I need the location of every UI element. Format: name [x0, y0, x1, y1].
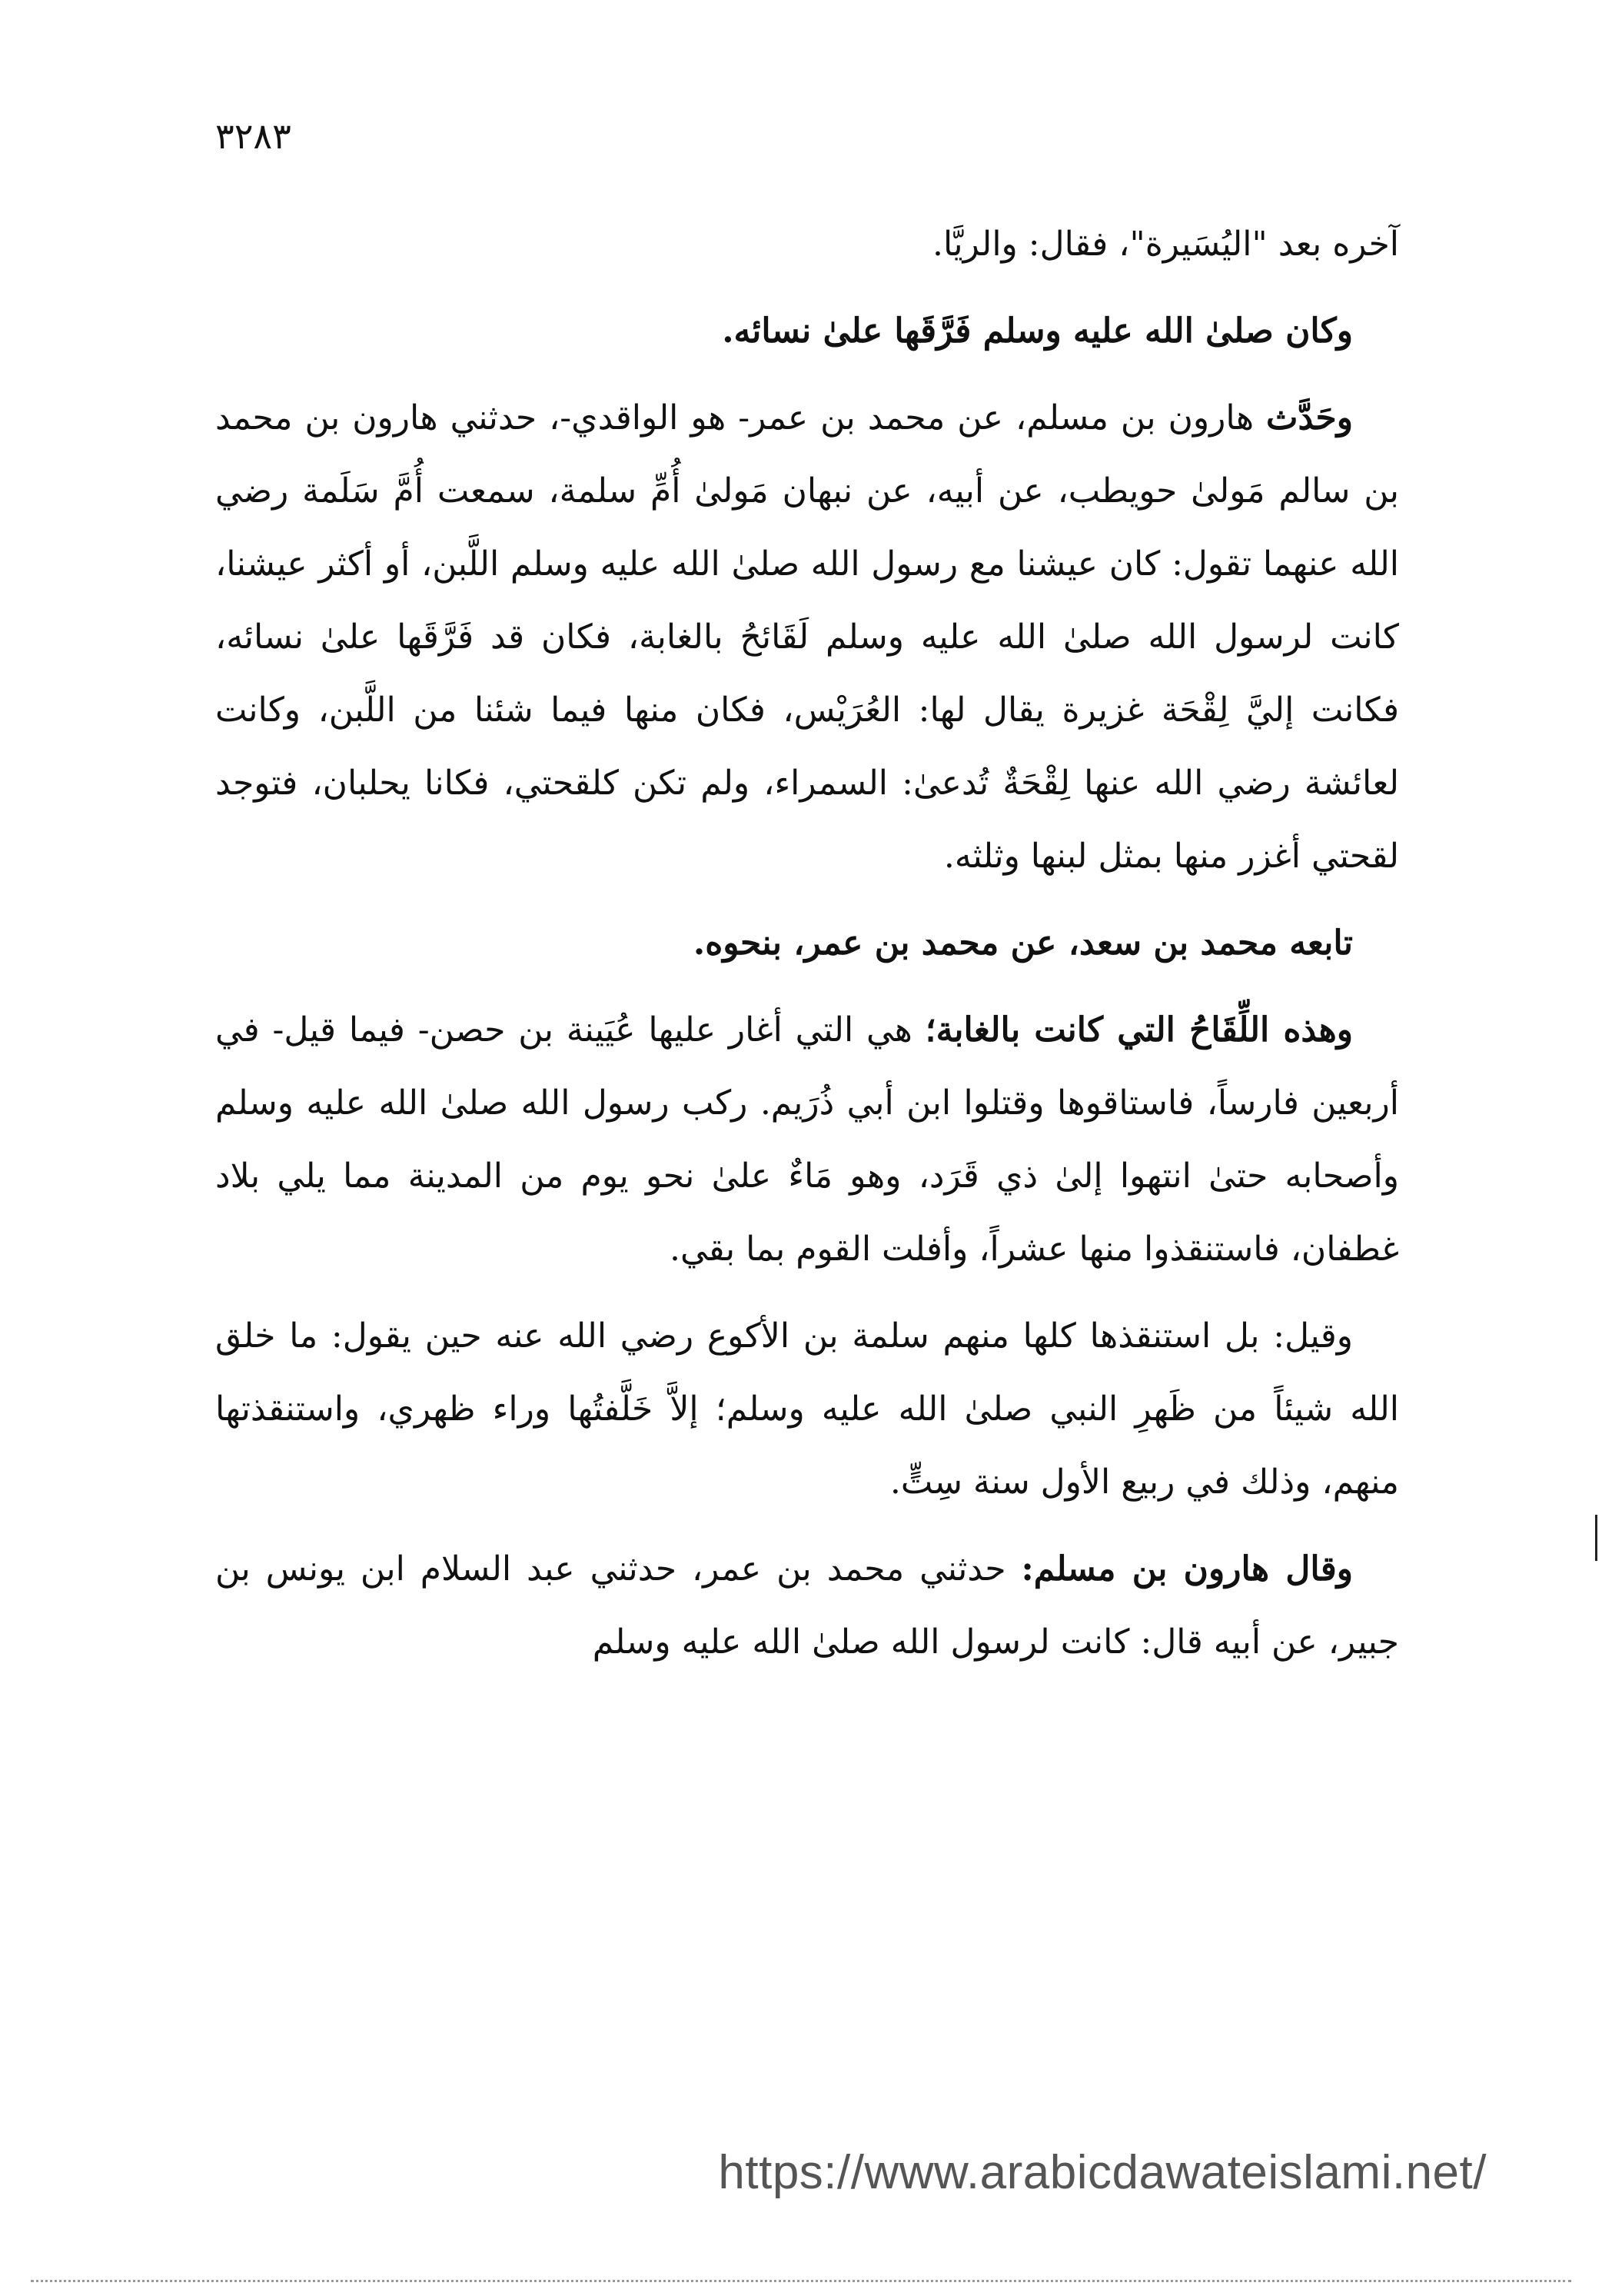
paragraph-1	[215, 208, 1399, 281]
footer-url: https://www.arabicdawateislami.net/	[718, 2146, 1487, 2199]
paragraph-text: هارون بن مسلم، عن محمد بن عمر- هو الواقدي-، حدثني هارون بن محمد بن سالم مَولىٰ حويطب، عن أبيه، عن نبهان مَولىٰ أُمِّ سلمة، سمعت أُمَّ سَلَمة رضي الله عنهما تقول: كان عيشنا مع رسول الله صلىٰ الله عليه وسلم اللَّبن، أو أكثر عيشنا، كانت لرسول الله صلىٰ الله عليه وسلم لَقَائحُ بالغابة، فكان قد فَرَّقَها علىٰ نسائه، فكانت إليَّ لِقْحَة غزيرة يقال لها: العُرَيْس، فكان منها فيما شئنا من اللَّبن، وكانت لعائشة رضي الله عنها لِقْحَةٌ تُدعىٰ: السمراء، ولم تكن كلقحتي، فكانا يحلبان، فتوجد لقحتي أغزر منها بمثل لبنها وثلثه.	[215, 398, 1400, 876]
paragraph-6	[215, 1299, 1399, 1519]
margin-mark	[1595, 1515, 1597, 1561]
paragraph-5	[215, 993, 1399, 1286]
paragraph-lead: وحَدَّث	[1266, 398, 1353, 438]
paragraph-text: حدثني محمد بن عمر، حدثني عبد السلام ابن يونس بن جبير، عن أبيه قال: كانت لرسول الله صلىٰ الله عليه وسلم	[215, 1549, 1399, 1662]
paragraph-lead: وقال هارون بن مسلم:	[1021, 1549, 1354, 1589]
paragraph-3	[215, 381, 1399, 893]
paragraph-4	[215, 907, 1399, 980]
text-body	[215, 208, 1399, 1692]
paragraph-lead: وهذه اللِّقَاحُ التي كانت بالغابة؛	[925, 1010, 1353, 1050]
bottom-rule	[31, 2280, 1571, 2284]
paragraph-text: وقيل: بل استنقذها كلها منهم سلمة بن الأكوع رضي الله عنه حين يقول: ما خلق الله شيئاً من ظَهرِ النبي صلىٰ الله عليه وسلم؛ إلاَّ خَلَّفتُها وراء ظهري، واستنقذتها منهم، وذلك في ربيع الأول سنة سِتٍّ.	[215, 1316, 1399, 1502]
paragraph-text: تابعه محمد بن سعد، عن محمد بن عمر، بنحوه.	[693, 923, 1353, 963]
paragraph-2	[215, 294, 1399, 368]
paragraph-text: آخره بعد "اليُسَيرة"، فقال: والريَّا.	[932, 225, 1399, 264]
paragraph-7	[215, 1532, 1399, 1679]
paragraph-text: هي التي أغار عليها عُيَينة بن حصن- فيما قيل- في أربعين فارساً، فاستاقوها وقتلوا ابن أبي ذُرَيم. ركب رسول الله صلىٰ الله عليه وسلم وأصحابه حتىٰ انتهوا إلىٰ ذي قَرَد، وهو مَاءٌ علىٰ نحو يوم من المدينة مما يلي بلاد غطفان، فاستنقذوا منها عشراً، وأفلت القوم بما بقي.	[215, 1010, 1399, 1269]
paragraph-text: وكان صلىٰ الله عليه وسلم فَرَّقَها علىٰ نسائه.	[722, 311, 1353, 351]
page-number: ٣٢٨٣	[215, 115, 291, 157]
